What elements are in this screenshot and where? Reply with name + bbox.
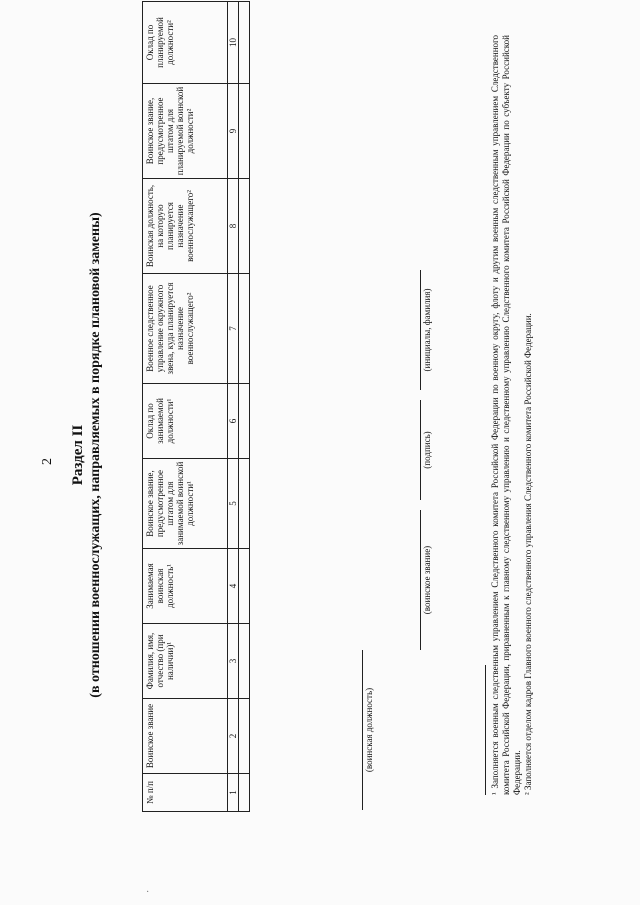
column-number: 1	[228, 774, 239, 812]
scan-mark: ·	[146, 887, 150, 898]
table-cell	[239, 624, 250, 699]
rank-caption: (воинское звание)	[422, 545, 432, 615]
header-cell: № п/п	[143, 774, 228, 812]
page-number: 2	[40, 458, 55, 465]
position-line	[362, 650, 363, 810]
column-number: 3	[228, 624, 239, 699]
replacement-table	[142, 1, 250, 812]
section-title: Раздел II	[70, 424, 86, 486]
column-number: 8	[228, 179, 239, 274]
table-header-row	[143, 2, 228, 812]
signature-caption: (подпись)	[422, 431, 432, 469]
table-cell	[239, 2, 250, 84]
header-cell: Воинская должность, на которую планируется назначение военнослужащего²	[143, 179, 228, 274]
table-number-row	[228, 2, 239, 812]
footnotes	[490, 35, 534, 795]
rank-line	[420, 510, 421, 650]
table-cell	[239, 84, 250, 179]
header-cell: Оклад по занимаемой должности¹	[143, 384, 228, 459]
name-line	[420, 270, 421, 390]
header-cell: Воинское звание, предусмотренное штатом для планируемой воинской должности²	[143, 84, 228, 179]
table-cell	[239, 699, 250, 774]
footnote-2: ² Заполняется отделом кадров Главного военного следственного управления Следственного комитета Российской Федерации.	[523, 313, 533, 795]
table-cell	[239, 274, 250, 384]
table-cell	[239, 459, 250, 549]
section-subtitle: (в отношении военнослужащих, направляемых в порядке плановой замены)	[88, 212, 103, 698]
signature-line	[420, 400, 421, 500]
position-caption: (воинская должность)	[364, 687, 374, 773]
header-cell: Воинское звание, предусмотренное штатом для занимаемой воинской должности¹	[143, 459, 228, 549]
header-cell: Фамилия, имя, отчество (при наличии)¹	[143, 624, 228, 699]
header-cell: Военное следственное управление окружного звена, куда планируется назначение военнослужащего²	[143, 274, 228, 384]
footnote-1: ¹ Заполняется военным следственным управлением Следственного комитета Российской Федерации по военному округу, флоту и другим военным следственным управлением Следственного комитета Российской Федерации, приравненным к главному следственному управлению и следственному управлению Следственного комитета Российской Федерации по субъекту Российской Федерации.	[490, 35, 522, 795]
name-caption: (инициалы, фамилия)	[422, 288, 432, 372]
table-cell	[239, 774, 250, 812]
footnote-rule	[485, 665, 486, 795]
table-cell	[239, 384, 250, 459]
column-number: 7	[228, 274, 239, 384]
column-number: 2	[228, 699, 239, 774]
table-row	[239, 2, 250, 812]
column-number: 10	[228, 2, 239, 84]
header-cell: Занимаемая воинская должность¹	[143, 549, 228, 624]
table-cell	[239, 179, 250, 274]
column-number: 4	[228, 549, 239, 624]
header-cell: Воинское звание	[143, 699, 228, 774]
column-number: 5	[228, 459, 239, 549]
header-cell: Оклад по планируемой должности²	[143, 2, 228, 84]
column-number: 6	[228, 384, 239, 459]
column-number: 9	[228, 84, 239, 179]
table-cell	[239, 549, 250, 624]
